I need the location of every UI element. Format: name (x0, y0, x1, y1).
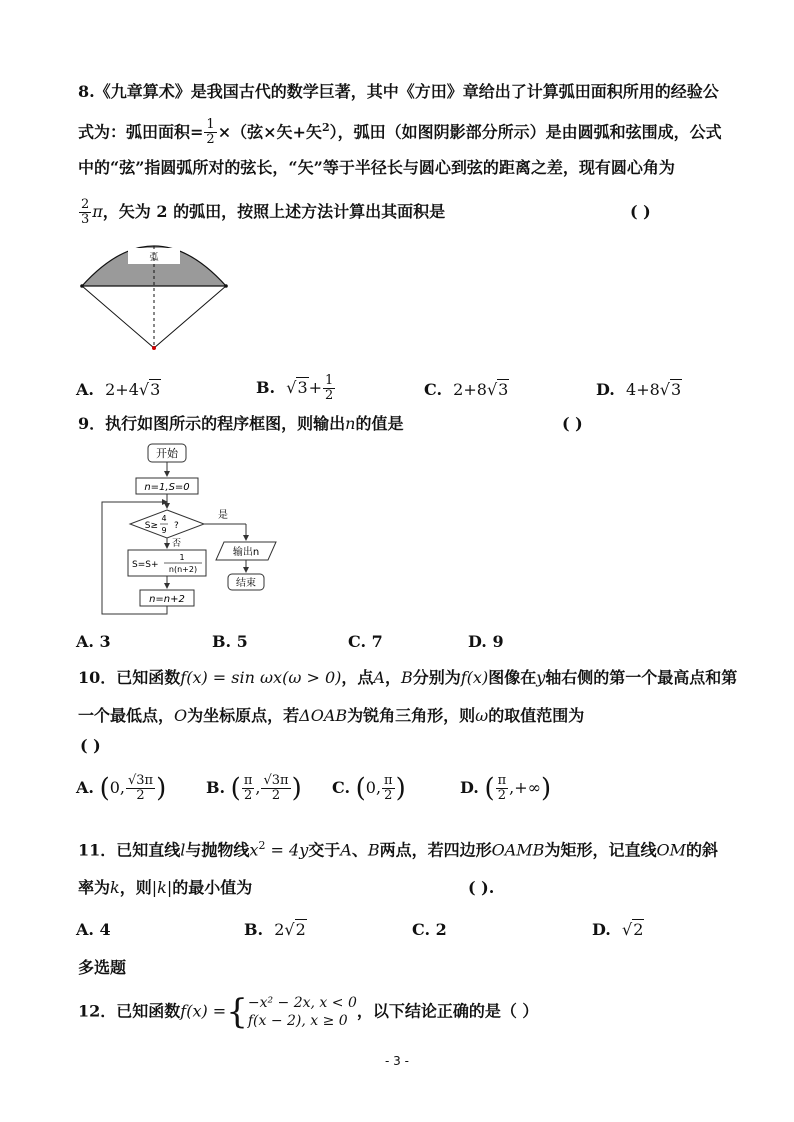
q9-option-b: B. 5 (212, 632, 248, 651)
yes-label: 是 (218, 510, 228, 521)
q10-line-2: 一个最低点，O为坐标原点，若ΔOAB为锐角三角形，则ω的取值范围为 (78, 706, 585, 725)
q8-formula-tail: ），弧田（如图阴影部分所示）是由圆弧和弦围成，公式 (329, 122, 722, 142)
q9-answer-blank: ( ) (562, 414, 583, 433)
center-point (152, 346, 156, 350)
figure-label: 弧 (149, 253, 159, 263)
q8-answer-blank: ( ) (630, 202, 651, 221)
q8-line-3: 中的“弦”指圆弧所对的弦长，“矢”等于半径长与圆心到弦的距离之差，现有圆心角为 (78, 158, 675, 177)
q8-option-b: B. √3+ $\frac{1}{2}$ (256, 373, 334, 403)
q8-option-c: C. 2+8√3 (424, 380, 509, 399)
q10-option-d: D. ( $\frac{\pi}{2}$ ,+∞) (460, 773, 552, 804)
q8-formula-body: ×（弦×矢+矢 (217, 122, 322, 142)
q8-line-2 (78, 118, 722, 147)
end-label: 结束 (236, 578, 256, 589)
pi-symbol: π (92, 202, 103, 221)
program-flowchart (96, 440, 316, 620)
increment-label: n=n+2 (149, 594, 185, 605)
update-den: n(n+2) (168, 565, 198, 574)
q10-option-b: B. ( $\frac{\pi}{2}$ , $\frac{√3\pi}{2}$ ) (206, 773, 302, 804)
section-heading: 多选题 (78, 958, 127, 977)
decision-den: 9 (161, 526, 167, 535)
no-label: 否 (172, 539, 182, 549)
endpoint-right (224, 284, 228, 288)
radius-left (82, 286, 154, 348)
q9-option-a: A. 3 (76, 632, 111, 651)
arc-field-figure (76, 236, 236, 354)
output-label: 输出n (232, 547, 260, 558)
q11-option-d: D. √2 (592, 920, 644, 939)
q10-line-1: 10．已知函数f(x) = sin ωx(ω > 0)，点A，B分别为f(x)图像在y轴右侧的第一个最高点和第 (78, 668, 738, 687)
q10-option-c: C. (0, $\frac{\pi}{2}$ ) (332, 773, 406, 804)
q11-line-2: 率为k，则|k|的最小值为 (78, 878, 253, 897)
q8-line-4 (78, 198, 445, 227)
q12-line: 12．已知函数f(x) ={ −x² − 2x, x < 0 f(x − 2), x ≥ 0 ，以下结论正确的是（ ） (78, 992, 539, 1032)
q8-option-a: A. 2+4√3 (76, 380, 161, 399)
decision-left: S≥ (144, 521, 158, 531)
update-num: 1 (179, 553, 185, 562)
endpoint-left (80, 284, 84, 288)
fraction-two-thirds: $\frac{2}{3}$ (81, 197, 90, 227)
q9-option-c: C. 7 (348, 632, 383, 651)
start-label: 开始 (156, 447, 178, 460)
q10-option-a: A. (0, $\frac{√3\pi}{2}$ ) (76, 773, 167, 804)
q8-line-1: 8.《九章算术》是我国古代的数学巨著，其中《方田》章给出了计算弧田面积所用的经验公 (78, 82, 719, 101)
q8-formula-label: 式为：弧田面积 (78, 122, 191, 142)
decision-q: ? (174, 521, 179, 531)
q11-line-1: 11．已知直线l与抛物线$x^2 = 4y$交于A、B两点，若四边形OAMB为矩形，记直线OM的斜 (78, 839, 718, 860)
equals-sign: = (190, 122, 204, 142)
q11-answer-blank: ( ). (468, 878, 495, 897)
q9-line-1: 9．执行如图所示的程序框图，则输出n的值是 (78, 414, 404, 433)
update-left: S=S+ (132, 560, 159, 570)
q8-option-d: D. 4+8√3 (596, 380, 682, 399)
q8-question-text: ，矢为 2 的弧田，按照上述方法计算出其面积是 (102, 202, 446, 221)
q9-option-d: D. 9 (468, 632, 504, 651)
piecewise-cases: −x² − 2x, x < 0 f(x − 2), x ≥ 0 (247, 995, 357, 1029)
q11-option-c: C. 2 (412, 920, 447, 939)
q10-answer-blank: ( ) (80, 736, 101, 755)
page-number: - 3 - (385, 1054, 409, 1068)
decision-num: 4 (161, 514, 167, 523)
fraction-one-half: $\frac{1}{2}$ (206, 117, 215, 148)
piecewise-brace: { (226, 992, 248, 1032)
superscript: 2 (321, 121, 330, 134)
q11-option-b: B. 2√2 (244, 920, 306, 939)
q11-option-a: A. 4 (76, 920, 111, 939)
init-label: n=1,S=0 (144, 482, 190, 493)
radius-right (154, 286, 226, 348)
